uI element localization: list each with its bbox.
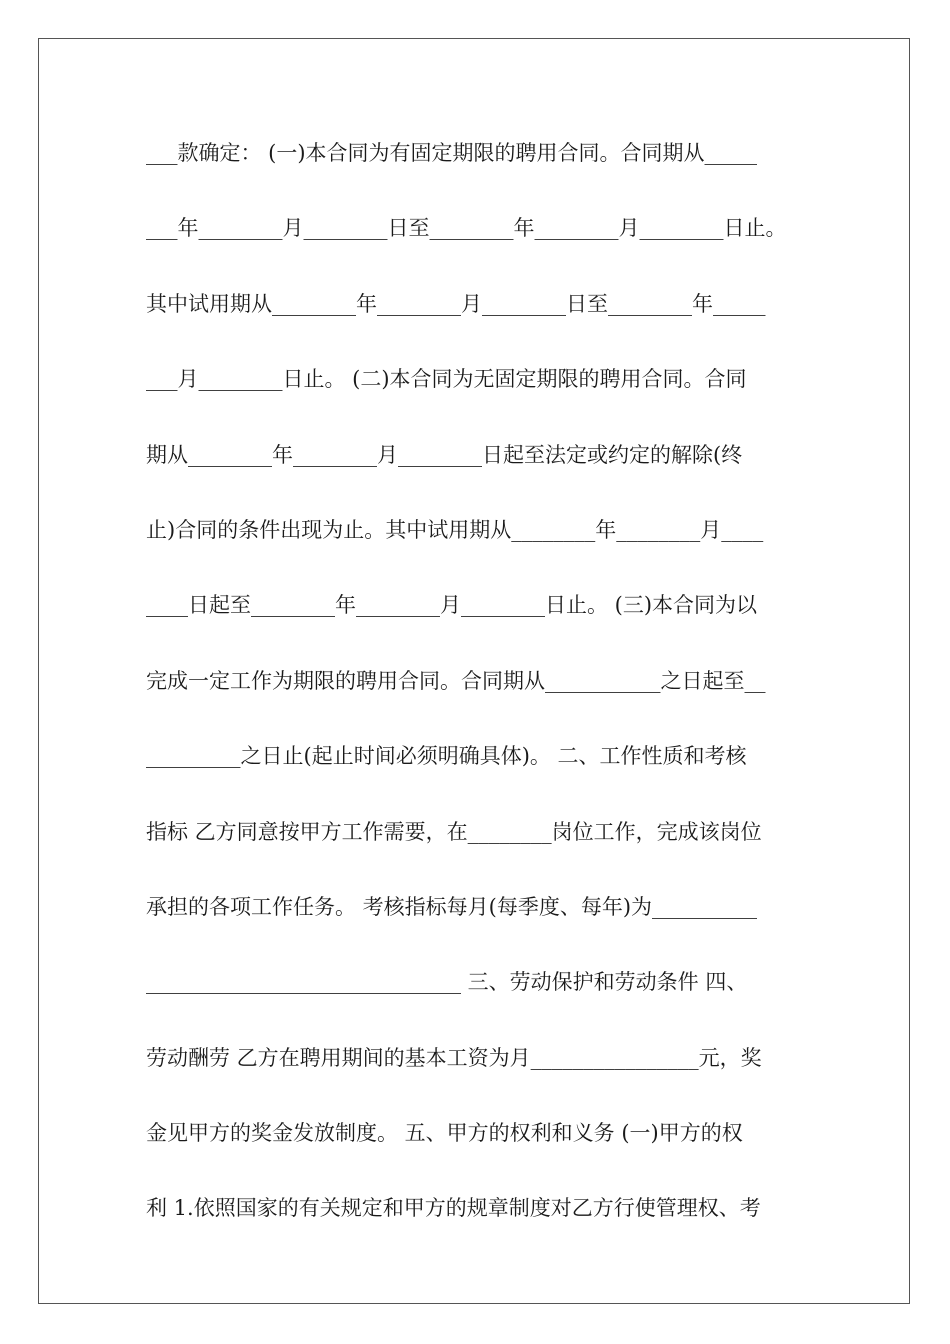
text-line: 指标 乙方同意按甲方工作需要，在________岗位工作，完成该岗位 [146,819,762,844]
text-line: 其中试用期从________年________月________日至________年_____ [146,291,766,316]
text-line: 期从________年________月________日起至法定或约定的解除(终 [146,442,743,467]
text-line: ___年________月________日至________年________月________日止。 [146,216,787,241]
text-line: 金见甲方的奖金发放制度。 五、甲方的权利和义务 (一)甲方的权 [146,1121,743,1146]
text-line: ______________________________ 三、劳动保护和劳动条件 四、 [146,970,748,995]
text-line: ___月________日止。 (二)本合同为无固定期限的聘用合同。合同 [146,367,747,392]
text-line: _________之日止(起止时间必须明确具体)。 二、工作性质和考核 [146,744,747,769]
text-line: 止)合同的条件出现为止。其中试用期从________年________月____ [146,517,764,542]
text-line: 利 1.依照国家的有关规定和甲方的规章制度对乙方行使管理权、考 [146,1196,761,1221]
text-line: 承担的各项工作任务。 考核指标每月(每季度、每年)为__________ [146,894,758,919]
text-line: ___款确定： (一)本合同为有固定期限的聘用合同。合同期从_____ [146,141,758,165]
text-line: ____日起至________年________月________日止。 (三)本合同为以 [146,593,758,618]
text-line: 劳动酬劳 乙方在聘用期间的基本工资为月________________元，奖 [146,1045,762,1070]
text-line: 完成一定工作为期限的聘用合同。合同期从___________之日起至__ [146,668,766,693]
document-body [146,128,846,1259]
